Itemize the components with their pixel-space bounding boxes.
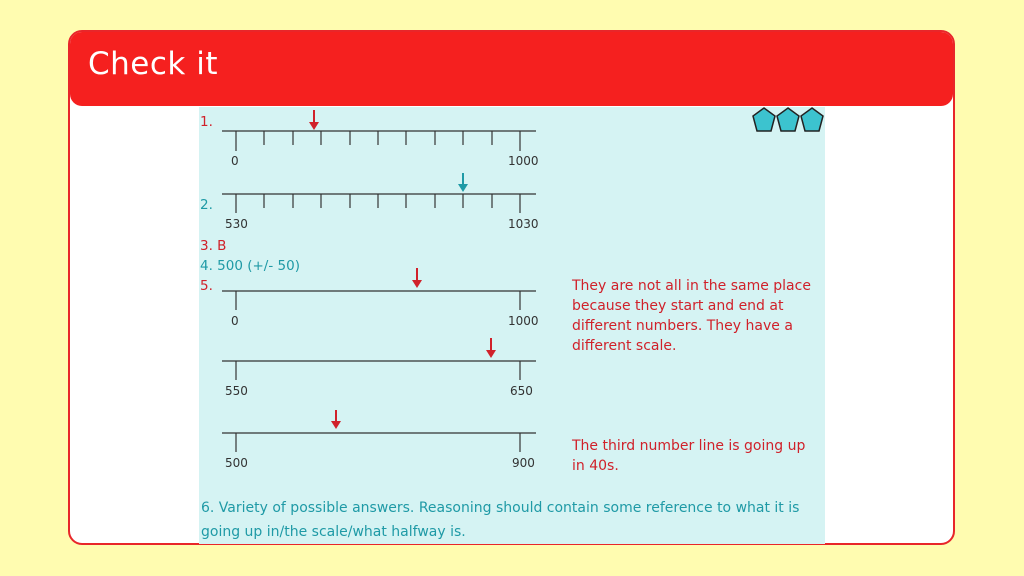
- line5c-start-label: 500: [225, 456, 248, 470]
- number-line-1: [222, 110, 536, 151]
- question-2-label: 2.: [200, 197, 213, 213]
- arrow-teal-2: [458, 173, 468, 192]
- number-line-5a: [222, 268, 536, 310]
- number-line-5b: [222, 338, 536, 380]
- arrow-red-5c: [331, 410, 341, 429]
- question-1-label: 1.: [200, 114, 213, 130]
- question-3-answer: 3. B: [200, 238, 227, 254]
- line5b-start-label: 550: [225, 384, 248, 398]
- arrow-red-5b: [486, 338, 496, 358]
- arrow-red-5a: [412, 268, 422, 288]
- line5c-end-label: 900: [512, 456, 535, 470]
- line5b-end-label: 650: [510, 384, 533, 398]
- line1-start-label: 0: [231, 154, 239, 168]
- line1-end-label: 1000: [508, 154, 539, 168]
- line5a-end-label: 1000: [508, 314, 539, 328]
- line5a-start-label: 0: [231, 314, 239, 328]
- number-line-5c: [222, 410, 536, 452]
- number-line-2: [222, 173, 536, 213]
- question-5-label: 5.: [200, 278, 213, 294]
- page-title: Check it: [88, 46, 218, 82]
- line2-end-label: 1030: [508, 217, 539, 231]
- line2-start-label: 530: [225, 217, 248, 231]
- explanation-scale: They are not all in the same place because they start and end at different numbers. They have a different scale.: [572, 278, 811, 354]
- explanation-40s: The third number line is going up in 40s.: [572, 438, 806, 474]
- arrow-red-1: [309, 110, 319, 130]
- question-6-answer: 6. Variety of possible answers. Reasoning should contain some reference to what it is going up in/the scale/what halfway is.: [201, 500, 800, 540]
- question-4-answer: 4. 500 (+/- 50): [200, 258, 300, 274]
